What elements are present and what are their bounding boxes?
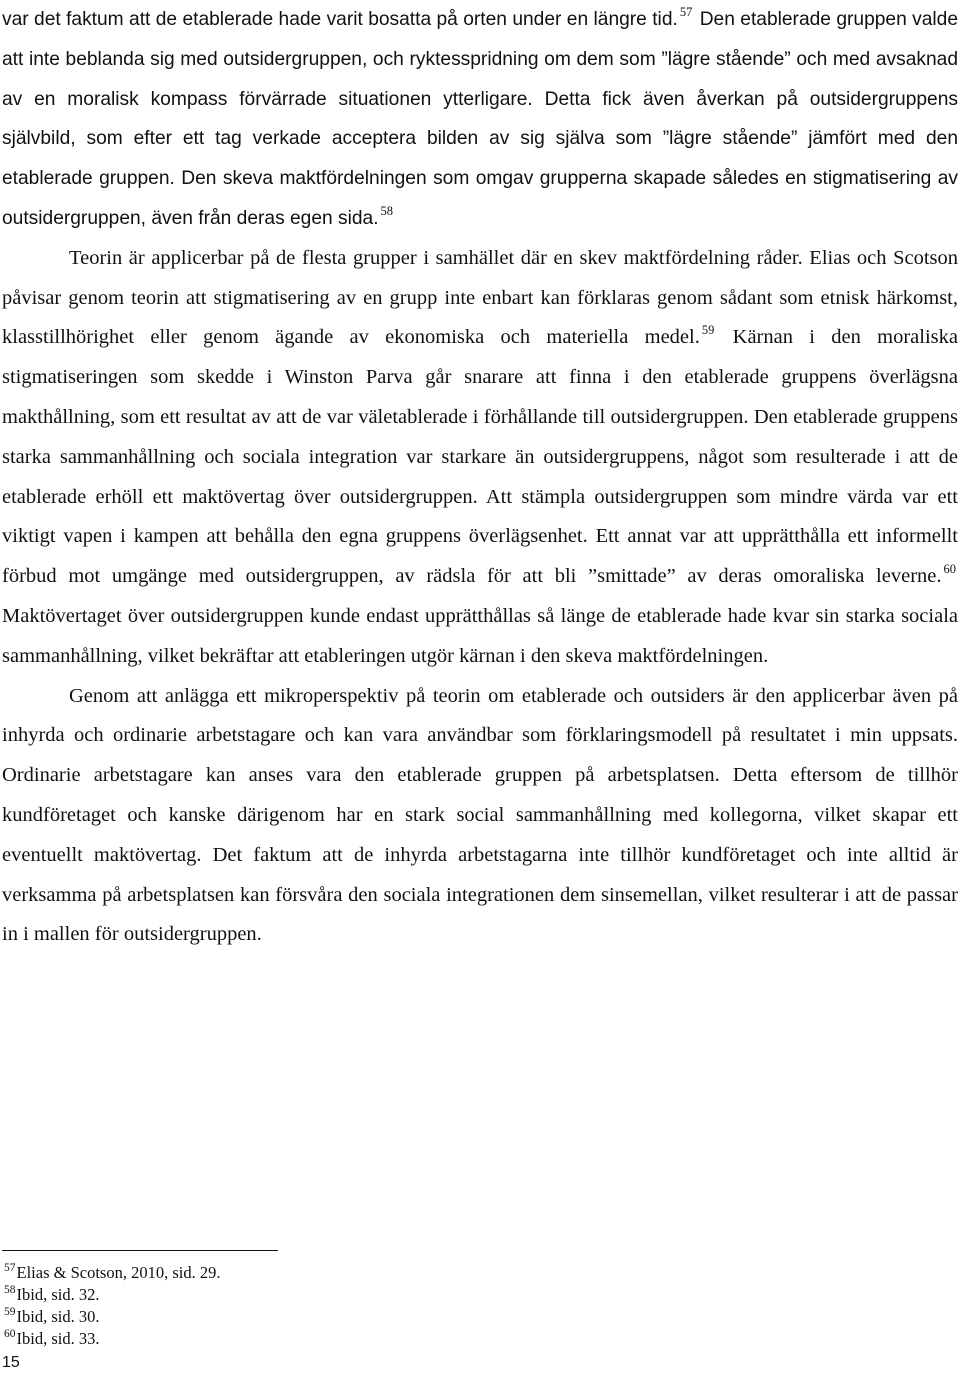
footnote-separator bbox=[2, 1250, 278, 1251]
footnote-text: Ibid, sid. 30. bbox=[16, 1307, 100, 1326]
footnote-text: Ibid, sid. 32. bbox=[16, 1285, 100, 1304]
paragraph-2 bbox=[2, 239, 958, 677]
paragraph-1 bbox=[2, 0, 958, 239]
footnote-number: 57 bbox=[4, 1261, 16, 1274]
footnotes bbox=[2, 1262, 522, 1350]
footnote-59 bbox=[2, 1306, 522, 1328]
paragraph-2-first-part: Teorin är applicerbar på de flesta grupper i samhället där en skev maktfördelning råder. Elias och Scotson påvisar genom teorin att stigmatisering av en grupp inte enbart kan förklaras genom sådant som etnisk härkomst, klasstillhörighet eller genom ägande av ekonomiska och materiella medel. bbox=[2, 246, 958, 349]
paragraph-2-second-part: Kärnan i den moraliska stigmatiseringen som skedde i Winston Parva går snarare att finna i den etablerade gruppens överlägsna makthållning, som ett resultat av att de var väletablerade i förhållande till outsidergruppen. Den etablerade gruppens starka sammanhållning och sociala integration var starkare än outsidergruppens, något som resulterade i att de etablerade erhöll ett maktövertag över outsidergruppen. Att stämpla outsidergruppen som mindre värda var ett viktigt vapen i kampen att behålla den egna gruppens överlägsenhet. Ett annat var att upprätthålla ett informellt förbud mot umgänge med outsidergruppen, av rädsla för att bli ”smittade” av deras omoraliska leverne. bbox=[2, 326, 958, 588]
page-number: 15 bbox=[2, 1354, 20, 1371]
body-text bbox=[2, 0, 958, 955]
footnote-number: 59 bbox=[4, 1305, 16, 1318]
paragraph-3 bbox=[2, 677, 958, 956]
paragraph-1-first-part: var det faktum att de etablerade hade varit bosatta på orten under en längre tid. bbox=[2, 9, 678, 30]
paragraph-1-second-part: Den etablerade gruppen valde att inte beblanda sig med outsidergruppen, och ryktesspridning om dem som ”lägre stående” och med avsaknad av en moralisk kompass förvärrade situationen ytterligare. Detta fick även åverkan på outsidergruppens självbild, som efter ett tag verkade acceptera bilden av sig själva som ”lägre stående” jämfört med den etablerade gruppen. Den skeva maktfördelningen som omgav grupperna skapade således en stigmatisering av outsidergruppen, även från deras egen sida. bbox=[2, 9, 958, 229]
footnote-57 bbox=[2, 1262, 522, 1284]
footnote-reference-60[interactable]: 60 bbox=[943, 562, 956, 577]
footnote-number: 58 bbox=[4, 1283, 16, 1296]
paragraph-3-text: Genom att anlägga ett mikroperspektiv på teorin om etablerade och outsiders är den applicerbar även på inhyrda och ordinarie arbetstagare och kan vara användbar som förklaringsmodell på resultatet i min uppsats. Ordinarie arbetstagare kan anses vara den etablerade gruppen på arbetsplatsen. Detta eftersom de tillhör kundföretaget och kanske därigenom har en stark social sammanhållning med kollegorna, vilket skapar ett eventuellt maktövertag. Det faktum att de inhyrda arbetstagarna inte tillhör kundföretaget och inte alltid är verksamma på arbetsplatsen kan försvåra den sociala integrationen dem sinsemellan, vilket resulterar i att de passar in i mallen för outsidergruppen. bbox=[2, 684, 958, 946]
footnote-reference-57[interactable]: 57 bbox=[679, 5, 693, 19]
footnote-text: Elias & Scotson, 2010, sid. 29. bbox=[16, 1263, 221, 1282]
footnote-reference-58[interactable]: 58 bbox=[380, 203, 394, 218]
paragraph-2-third-part: Maktövertaget över outsidergruppen kunde endast upprätthållas så länge de etablerade hade kvar sin starka sociala sammanhållning, vilket bekräftar att etableringen utgör kärnan i den skeva maktfördelningen. bbox=[2, 604, 958, 667]
footnote-reference-59[interactable]: 59 bbox=[701, 323, 715, 338]
footnote-number: 60 bbox=[4, 1327, 16, 1340]
footnote-58 bbox=[2, 1284, 522, 1306]
footnote-60 bbox=[2, 1328, 522, 1350]
footnote-text: Ibid, sid. 33. bbox=[16, 1329, 100, 1348]
